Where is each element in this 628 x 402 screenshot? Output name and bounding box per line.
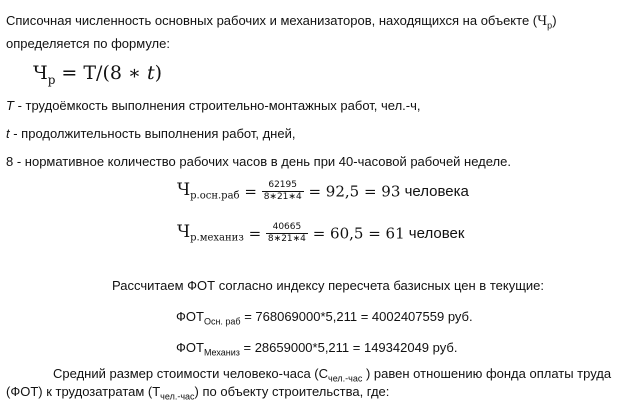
calc1-lhs: Ч [177,180,191,200]
intro-line-2: определяется по формуле: [6,36,170,51]
calc-mechanics: $Ч_{р.механиз}$ = $\frac{40665}{8∗21∗4}$ = 60,5 = 61 человек [177,222,465,245]
fot1-expr: = 768069000*5,211 = 4002407559 руб. [240,309,473,324]
main-formula-rhs-a: = T/(8 ∗ [55,62,147,84]
calc2-denominator: 8∗21∗4 [267,234,306,245]
calc2-fraction [266,222,308,245]
avg-text-2: (ФОТ) к трудозатратам (Т [6,384,161,399]
calc1-result: = 92,5 = 93 [303,182,401,201]
fot1-sub: Осн. раб [203,316,241,327]
avg-text-1: Средний размер стоимости человеко-часа (С [53,366,329,381]
avg-sub-2: чел.-час [160,391,195,402]
definition-T-var: T [6,98,14,113]
avg-text-2-end: ) по объекту строительства, где: [194,384,390,399]
main-formula-lhs-sub: р [47,72,56,87]
definition-T [6,98,420,113]
definition-t-text: - продолжительность выполнения работ, дней, [9,126,296,141]
fot-mechanics [176,340,457,358]
definition-t-var: t [6,126,10,141]
calc2-unit: человек [408,225,465,243]
intro-text-1-end: ) [552,13,557,28]
calc1-denominator: 8∗21∗4 [263,192,302,203]
calc2-result: = 60,5 = 61 [307,224,405,243]
calc-main-workers: $Ч_{р.осн.раб}$ = $\frac{62195}{8∗21∗4}$ = 92,5 = 93 человека [177,180,469,203]
calc1-unit: человека [404,183,469,201]
main-formula [33,62,162,87]
avg-text-1-end: ) равен отношению фонда оплаты труда [362,366,612,381]
avg-line-1 [53,366,611,384]
intro-line-1 [6,13,557,31]
fot-heading: Рассчитаем ФОТ согласно индексу пересчета базисных цен в текущие: [112,278,544,293]
calc1-numerator: 62195 [268,180,297,191]
worker-count-subscript: р [547,20,553,31]
calc1-lhs-sub: р.осн.раб [190,190,240,202]
avg-line-2 [6,384,389,402]
definition-T-text: - трудоёмкость выполнения строительно-монтажных работ, чел.-ч, [13,98,421,113]
calc2-lhs: Ч [177,222,191,242]
calc2-lhs-sub: р.механиз [190,232,244,244]
fot2-sub: Механиз [203,347,240,358]
fot2-label: ФОТ [176,340,204,355]
worker-count-symbol: Ч [537,14,548,29]
fot-main-workers [176,309,473,327]
definition-t [6,126,295,141]
fot1-label: ФОТ [176,309,204,324]
avg-sub-1: чел.-час [328,373,363,384]
calc1-fraction [262,180,304,203]
main-formula-lhs: Ч [33,62,48,84]
fot2-expr: = 28659000*5,211 = 149342049 руб. [239,340,458,355]
calc2-numerator: 40665 [272,222,302,233]
intro-text-1: Списочная численность основных рабочих и механизаторов, находящихся на объекте ( [6,13,538,28]
main-formula-var-t: t [146,62,155,84]
definition-8: 8 - нормативное количество рабочих часов в день при 40-часовой рабочей неделе. [6,154,511,169]
main-formula-rhs-b: ) [154,62,163,84]
